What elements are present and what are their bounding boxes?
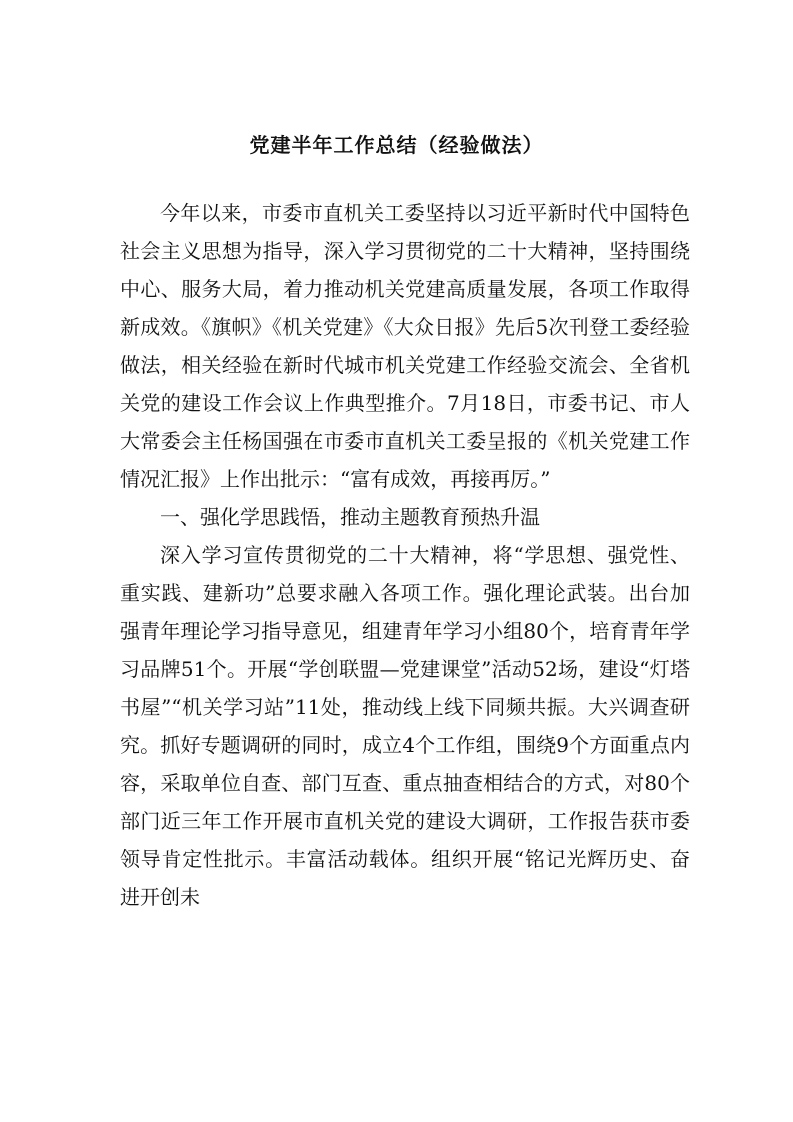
- document-title: 党建半年工作总结（经验做法）: [249, 133, 544, 157]
- document-body: [120, 194, 690, 916]
- section-heading: 一、强化学思践悟，推动主题教育预热升温: [160, 505, 540, 529]
- intro-paragraph: 今年以来，市委市直机关工委坚持以习近平新时代中国特色社会主义思想为指导，深入学习贯彻党的二十大精神，坚持围绕中心、服务大局，着力推动机关党建高质量发展，各项工作取得新成效。《旗帜》《机关党建》《大众日报》先后5次刊登工委经验做法，相关经验在新时代城市机关党建工作经验交流会、全省机关党的建设工作会议上作典型推介。7月18日，市委书记、市人大常委会主任杨国强在市委市直机关工委呈报的《机关党建工作情况汇报》上作出批示：“富有成效，再接再厉。”: [120, 201, 690, 491]
- section-paragraph: 深入学习宣传贯彻党的二十大精神，将“学思想、强党性、重实践、建新功”总要求融入各项工作。强化理论武装。出台加强青年理论学习指导意见，组建青年学习小组80个，培育青年学习品牌51个。开展“学创联盟—党建课堂”活动52场，建设“灯塔书屋”“机关学习站”11处，推动线上线下同频共振。大兴调查研究。抓好专题调研的同时，成立4个工作组，围绕9个方面重点内容，采取单位自查、部门互查、重点抽查相结合的方式，对80个部门近三年工作开展市直机关党的建设大调研，工作报告获市委领导肯定性批示。丰富活动载体。组织开展“铭记光辉历史、奋进开创未: [120, 543, 690, 909]
